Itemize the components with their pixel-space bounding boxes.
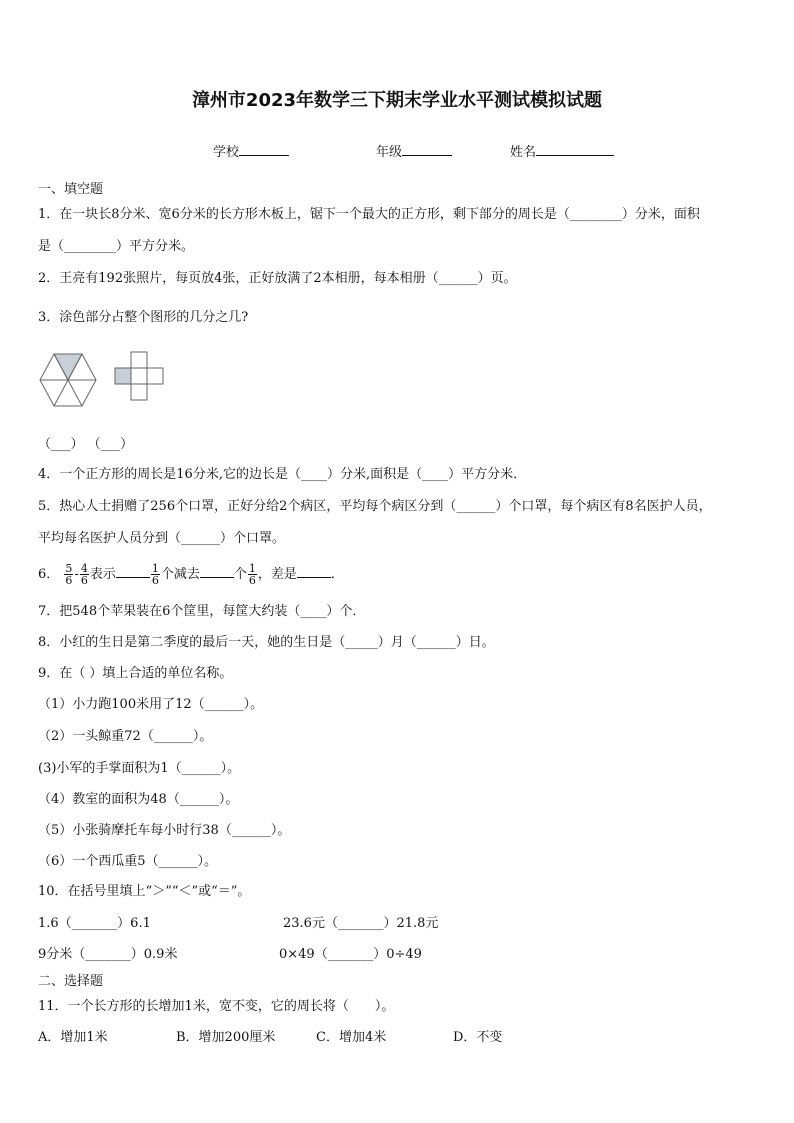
grade-label: 年级 [376, 145, 403, 160]
q6-text-3: 个 [233, 567, 247, 582]
q11-option-b[interactable]: B．增加200厘米 [176, 1030, 276, 1045]
shaded-cube-net-figure [115, 352, 163, 400]
name-blank[interactable] [536, 143, 614, 156]
q6-minus: - [74, 567, 79, 582]
q6-fraction-3: $\frac{1}{6}$ [151, 562, 159, 587]
question-9-5: （5）小张骑摩托车每小时行38（______）。 [38, 823, 291, 838]
name-field [510, 141, 614, 160]
question-9-2: （2）一头鲸重72（______）。 [38, 729, 213, 744]
question-10-c: 9分米（_______）0.9米 [38, 947, 178, 962]
q6-text-2: 个减去 [160, 567, 200, 582]
question-9-4: （4）教室的面积为48（______）。 [38, 792, 239, 807]
question-3-answers: （___） （___） [38, 437, 134, 452]
question-10-d: 0×49（_______）0÷49 [279, 947, 422, 962]
question-11: 11．一个长方形的长增加1米，宽不变，它的周长将（ ）。 [38, 999, 395, 1014]
grade-blank[interactable] [402, 143, 452, 156]
question-10-b: 23.6元（_______）21.8元 [283, 916, 439, 931]
section-choice: 二、选择题 [38, 974, 104, 989]
question-3-figures [38, 350, 168, 410]
question-4: 4．一个正方形的周长是16分米,它的边长是（____）分米,面积是（____）平方分米． [38, 467, 527, 482]
question-9: 9．在（ ）填上合适的单位名称。 [38, 666, 233, 681]
question-9-3: (3)小军的手掌面积为1（______）。 [38, 761, 241, 776]
page-title: 漳州市2023年数学三下期末学业水平测试模拟试题 [191, 90, 603, 111]
section-fill-blank: 一、填空题 [38, 182, 104, 197]
school-blank[interactable] [239, 143, 289, 156]
q11-option-d[interactable]: D．不变 [453, 1030, 503, 1045]
q6-prefix: 6． [38, 567, 60, 582]
question-9-1: （1）小力跑100米用了12（______）。 [38, 697, 264, 712]
question-10-a: 1.6（_______）6.1 [38, 916, 151, 931]
q6-end: ． [330, 567, 344, 582]
q6-fraction-2: $\frac{4}{6}$ [80, 562, 88, 587]
q6-blank-3[interactable] [297, 565, 331, 578]
question-5-line-1: 5．热心人士捐赠了256个口罩，正好分给2个病区，平均每个病区分到（______）个口罩，每个病区有8名医护人员， [38, 499, 712, 514]
q6-blank-1[interactable] [116, 565, 150, 578]
q11-option-a[interactable]: A．增加1米 [38, 1030, 108, 1045]
q6-text-1: 表示 [89, 567, 116, 582]
question-3: 3．涂色部分占整个图形的几分之几? [38, 310, 249, 325]
question-6 [38, 562, 344, 588]
question-9-6: （6）一个西瓜重5（______）。 [38, 854, 218, 869]
question-8: 8．小红的生日是第二季度的最后一天，她的生日是（_____）月（______）日。 [38, 635, 495, 650]
shaded-hexagon-figure [40, 354, 96, 406]
q6-text-4: ，差是 [257, 567, 297, 582]
question-5-line-2: 平均每名医护人员分到（______）个口罩。 [38, 531, 286, 546]
question-2: 2．王亮有192张照片，每页放4张，正好放满了2本相册，每本相册（______）页。 [38, 271, 517, 286]
q6-fraction-4: $\frac{1}{6}$ [248, 562, 256, 587]
question-1-line-2: 是（________）平方分米。 [38, 239, 195, 254]
q11-option-c[interactable]: C．增加4米 [316, 1030, 387, 1045]
question-10: 10．在括号里填上“＞”“＜”或“＝”。 [38, 884, 251, 899]
question-7: 7．把548个苹果装在6个筐里，每筐大约装（____）个． [38, 604, 366, 619]
grade-field [376, 141, 452, 160]
question-1-line-1: 1．在一块长8分米、宽6分米的长方形木板上，锯下一个最大的正方形，剩下部分的周长是（________）分米，面积 [38, 207, 700, 222]
school-field [213, 141, 289, 160]
school-label: 学校 [213, 145, 240, 160]
q6-fraction-1: $\frac{5}{6}$ [65, 562, 73, 587]
q6-blank-2[interactable] [200, 565, 234, 578]
name-label: 姓名 [510, 145, 537, 160]
